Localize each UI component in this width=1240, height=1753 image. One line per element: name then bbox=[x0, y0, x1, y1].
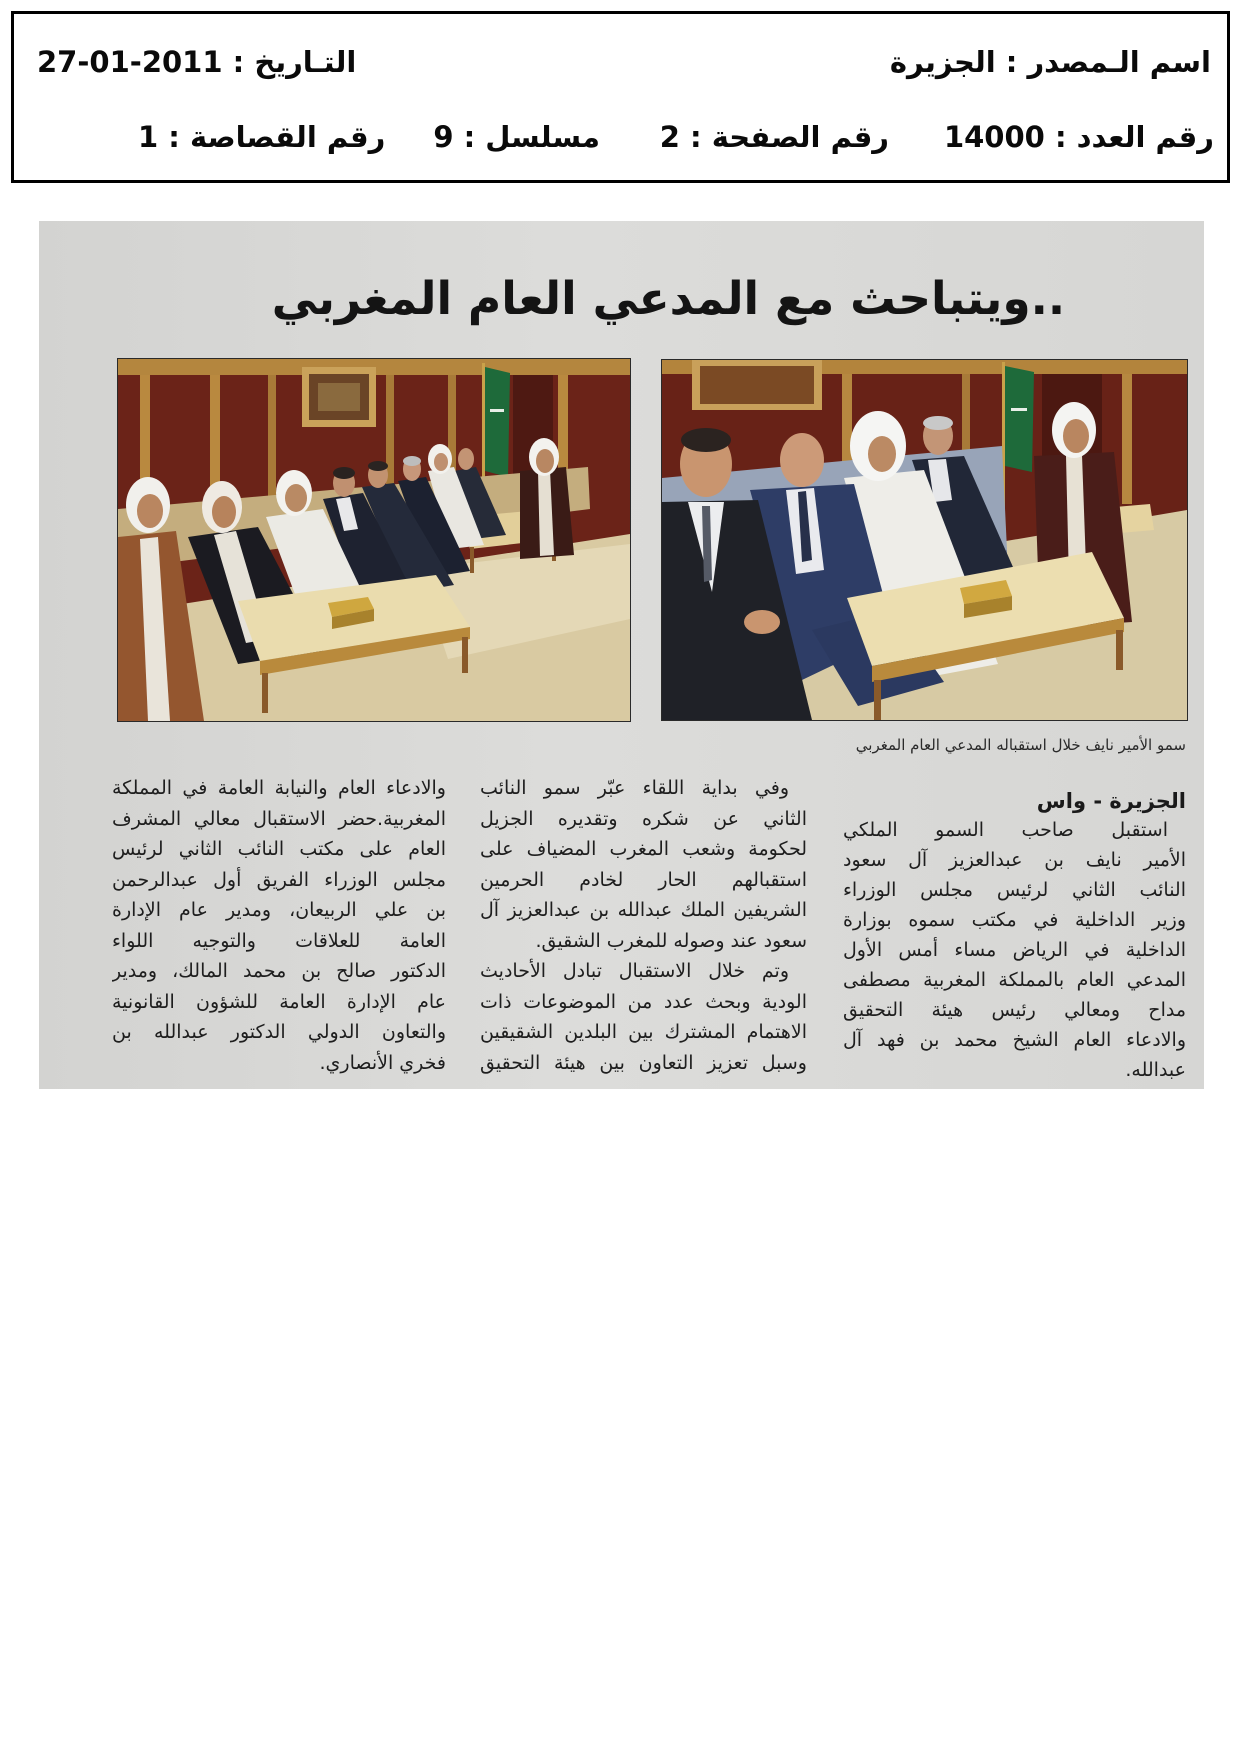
text-line: الداخلية في الرياض مساء أمس الأول bbox=[843, 939, 1186, 961]
text-line: المدعي العام بالمملكة المغربية مصطفى bbox=[843, 969, 1186, 991]
text-line: الودية وبحث عدد من الموضوعات ذات bbox=[480, 990, 807, 1013]
text-line: والادعاء العام الشيخ محمد بن فهد آل bbox=[843, 1029, 1186, 1051]
text-line: النائب الثاني لرئيس مجلس الوزراء bbox=[843, 879, 1186, 901]
page-number: رقم الصفحة : 2 bbox=[659, 120, 889, 154]
article-column-middle bbox=[480, 773, 807, 1078]
wall-painting bbox=[302, 367, 376, 427]
text-line: عبدالله. bbox=[1125, 1059, 1186, 1081]
photo-caption: سمو الأمير نايف خلال استقباله المدعي العام المغربي bbox=[855, 736, 1186, 754]
reception-photo-left bbox=[117, 358, 631, 722]
text-line: عام الإدارة العامة للشؤون القانونية bbox=[112, 990, 446, 1013]
text-line: سعود عند وصوله للمغرب الشقيق. bbox=[535, 929, 807, 952]
clipping-date: التـاريخ : 2011-01-27 bbox=[37, 45, 357, 79]
news-clipping bbox=[39, 221, 1204, 1089]
text-line: مجلس الوزراء الفريق أول عبدالرحمن bbox=[112, 868, 446, 891]
text-line: استقبل صاحب السمو الملكي bbox=[843, 819, 1168, 841]
reception-photo-right-image bbox=[662, 360, 1187, 720]
article-column-left bbox=[112, 773, 446, 1078]
reception-photo-right bbox=[661, 359, 1188, 721]
text-line: بن علي الربيعان، ومدير عام الإدارة bbox=[112, 899, 446, 921]
text-line: وفي بداية اللقاء عبّر سمو النائب bbox=[480, 777, 789, 799]
text-line: المغربية.حضر الاستقبال معالي المشرف bbox=[112, 807, 446, 830]
text-line: والتعاون الدولي الدكتور عبدالله بن bbox=[112, 1021, 446, 1043]
source-name: اسم الـمصدر : الجزيرة bbox=[889, 45, 1211, 79]
reception-photo-left-image bbox=[118, 359, 630, 721]
text-line: والادعاء العام والنيابة العامة في المملكة bbox=[112, 777, 446, 799]
text-line: الاهتمام المشترك بين البلدين الشقيقين bbox=[480, 1021, 807, 1043]
text-line: استقبالهم الحار لخادم الحرمين bbox=[480, 868, 807, 891]
text-line: لحكومة وشعب المغرب المضياف على bbox=[480, 838, 807, 860]
byline: الجزيرة - واس bbox=[1036, 789, 1186, 813]
text-line: وتم خلال الاستقبال تبادل الأحاديث bbox=[480, 960, 789, 982]
clip-number: رقم القصاصة : 1 bbox=[138, 120, 386, 154]
text-line: الثاني عن شكره وتقديره الجزيل bbox=[480, 807, 807, 830]
text-line: مداح ومعالي رئيس هيئة التحقيق bbox=[843, 999, 1186, 1021]
text-line: فخري الأنصاري. bbox=[319, 1051, 446, 1074]
serial-number: مسلسل : 9 bbox=[433, 120, 600, 154]
headline: ..ويتباحث مع المدعي العام المغربي bbox=[271, 272, 1066, 325]
clipping-info-header bbox=[11, 11, 1230, 183]
text-line: العامة للعلاقات والتوجيه اللواء bbox=[112, 929, 446, 952]
text-line: وسبل تعزيز التعاون بين هيئة التحقيق bbox=[480, 1051, 807, 1074]
text-line: الأمير نايف بن عبدالعزيز آل سعود bbox=[843, 849, 1186, 871]
wall-painting bbox=[692, 360, 822, 410]
issue-number: رقم العدد : 14000 bbox=[943, 120, 1214, 154]
text-line: وزير الداخلية في مكتب سموه بوزارة bbox=[843, 909, 1186, 931]
text-line: الدكتور صالح بن محمد المالك، ومدير bbox=[112, 960, 446, 982]
article-column-right bbox=[843, 815, 1186, 1085]
text-line: العام على مكتب النائب الثاني لرئيس bbox=[112, 838, 446, 860]
text-line: الشريفين الملك عبدالله بن عبدالعزيز آل bbox=[480, 899, 807, 921]
